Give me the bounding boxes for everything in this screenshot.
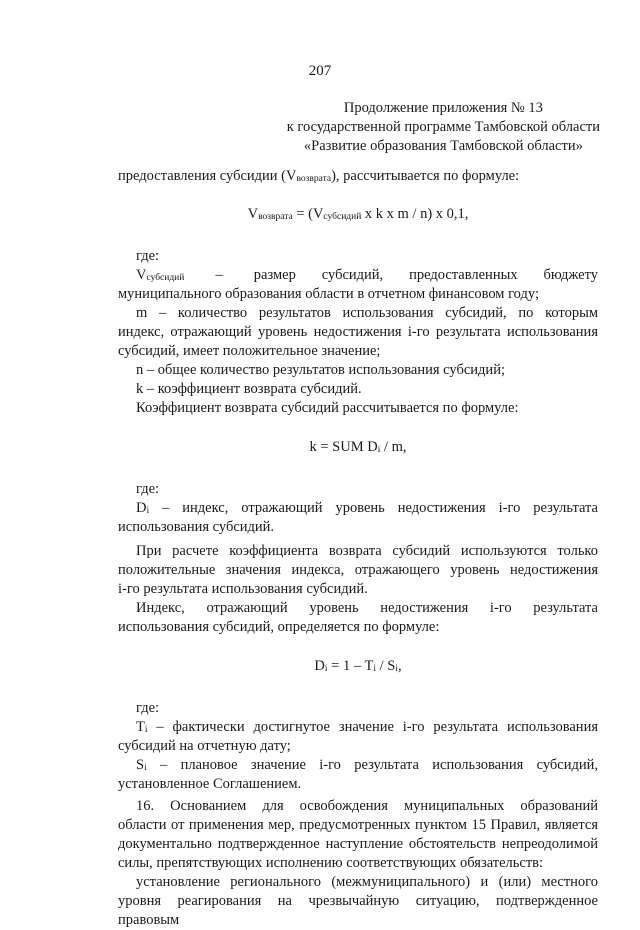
clause-16-line-2: области от применения мер, предусмотренных пунктом 15 Правил, является [118,817,598,833]
definition-v-line-1: $V_{субсидий}$ – размер субсидий, предоставленных бюджету [136,267,598,283]
clause-16-line-4: силы, препятствующих исполнению соответствующих обязательств: [118,855,544,871]
calc-note-line-2: положительные значения индекса, отражающего уровень недостижения [118,562,598,578]
definition-k: k – коэффициент возврата субсидий. [136,381,362,397]
where-label-3: где: [136,700,160,716]
definition-s-line-2: установленное Соглашением. [118,776,302,792]
header-line-3: «Развитие образования Тамбовской области» [303,138,583,154]
definition-m-line-2: индекс, отражающий уровень недостижения i-го результата использования [118,324,598,340]
document-body [118,167,598,930]
clause-16-line-3: документально подтвержденное наступление обстоятельств непреодолимой [118,836,598,852]
definition-t-line-2: субсидий на отчетную дату; [118,738,291,754]
where-label-1: где: [136,248,160,264]
definition-s-line-1: $S_i$ – плановое значение i-го результата использования субсидий, [136,757,598,773]
formula-k: k = SUM $D_i$ / m, [309,439,407,455]
k-formula-intro: Коэффициент возврата субсидий рассчитывается по формуле: [136,400,519,416]
page-number: 207 [308,63,332,79]
calc-note-line-3: i-го результата использования субсидий. [118,581,368,597]
definition-m-line-1: m – количество результатов использования субсидий, по которым [136,305,598,321]
definition-n: n – общее количество результатов использования субсидий; [136,362,505,378]
definition-v-line-2: муниципального образования области в отчетном финансовом году; [118,286,539,302]
intro-line: предоставления субсидии $(V_{возврата})$, рассчитывается по формуле: [118,168,520,184]
header-line-2: к государственной программе Тамбовской области [286,119,600,135]
definition-d-line-1: $D_i$ – индекс, отражающий уровень недостижения i-го результата [136,500,598,516]
last-paragraph-line-2: уровня реагирования на чрезвычайную ситуацию, подтвержденное правовым [118,893,598,928]
index-intro-line-1: Индекс, отражающий уровень недостижения i-го результата [136,600,598,616]
calc-note-line-1: При расчете коэффициента возврата субсидий используются только [136,543,598,559]
definition-t-line-1: $T_i$ – фактически достигнутое значение i-го результата использования [136,719,598,735]
formula-d: $D_i = 1 - T_i / S_i$, [314,658,402,674]
where-label-2: где: [136,481,160,497]
appendix-header [287,99,600,156]
last-paragraph-line-1: установление регионального (межмуниципального) и (или) местного [136,874,598,890]
formula-v-return: $V_{возврата} = (V_{субсидий}$ x k x m / n) x 0,1, [247,206,469,222]
definition-m-line-3: субсидий, имеет положительное значение; [118,343,381,359]
index-intro-line-2: использования субсидий, определяется по формуле: [118,619,440,635]
clause-16-line-1: 16. Основанием для освобождения муниципальных образований [136,798,598,814]
header-line-1: Продолжение приложения № 13 [343,100,543,116]
definition-d-line-2: использования субсидий. [118,519,275,535]
